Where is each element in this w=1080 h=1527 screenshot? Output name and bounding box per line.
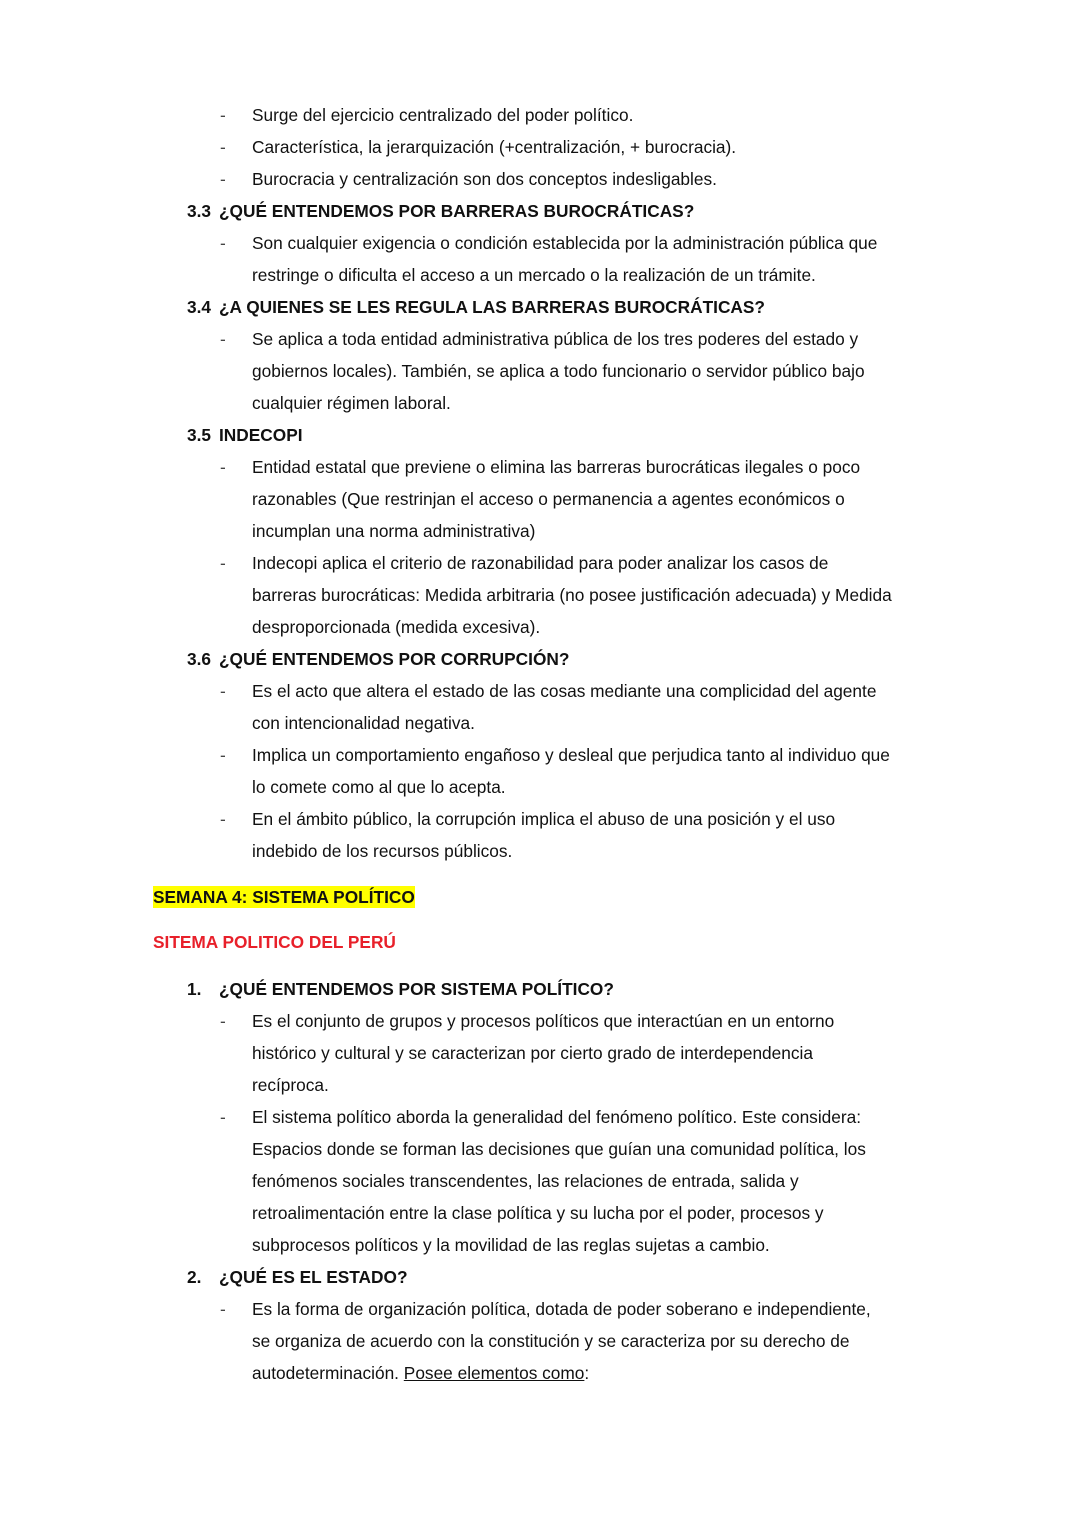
bullet-item <box>0 803 1080 867</box>
heading-number: 1. <box>187 979 202 999</box>
bullet-item <box>0 1005 1080 1101</box>
bullet-item <box>0 1293 1080 1389</box>
bullet-dash: - <box>220 1107 226 1127</box>
heading-number: 3.5 <box>187 425 212 445</box>
bullet-item <box>0 675 1080 739</box>
section-heading <box>0 291 1080 323</box>
text-line <box>0 1005 1080 1037</box>
bullet-text: Surge del ejercicio centralizado del poder político. <box>252 105 634 125</box>
text-line <box>0 835 1080 867</box>
bullet-text: gobiernos locales). También, se aplica a todo funcionario o servidor público bajo <box>252 361 865 381</box>
text-line <box>0 131 1080 163</box>
bullet-item <box>0 163 1080 195</box>
bullet-text: recíproca. <box>252 1075 329 1095</box>
bullet-dash: - <box>220 233 226 253</box>
bullet-dash: - <box>220 745 226 765</box>
bullet-text: razonables (Que restrinjan el acceso o permanencia a agentes económicos o <box>252 489 845 509</box>
bullet-text: restringe o dificulta el acceso a un mercado o la realización de un trámite. <box>252 265 816 285</box>
bullet-text: Característica, la jerarquización (+centralización, + burocracia). <box>252 137 737 157</box>
bullet-text: En el ámbito público, la corrupción implica el abuso de una posición y el uso <box>252 809 836 829</box>
bullet-item <box>0 99 1080 131</box>
bullet-text: Entidad estatal que previene o elimina las barreras burocráticas ilegales o poco <box>252 457 861 477</box>
text-line <box>0 323 1080 355</box>
bullet-text: fenómenos sociales transcendentes, las relaciones de entrada, salida y <box>252 1171 799 1191</box>
heading-number: 2. <box>187 1267 202 1287</box>
text-line <box>0 1069 1080 1101</box>
bullet-text: : <box>584 1363 590 1383</box>
bullet-text: con intencionalidad negativa. <box>252 713 475 733</box>
text-line <box>0 1325 1080 1357</box>
document-page <box>0 99 1080 1389</box>
text-line <box>0 611 1080 643</box>
section-heading <box>0 1261 1080 1293</box>
underlined-text: Posee elementos como <box>403 1363 585 1383</box>
bullet-text: Burocracia y centralización son dos conceptos indesligables. <box>252 169 717 189</box>
text-line <box>0 579 1080 611</box>
heading-text: ¿QUÉ ES EL ESTADO? <box>219 1267 408 1287</box>
text-line <box>0 739 1080 771</box>
bullet-item <box>0 227 1080 291</box>
bullet-text: indebido de los recursos públicos. <box>252 841 513 861</box>
text-line <box>0 1293 1080 1325</box>
heading-text: ¿QUÉ ENTENDEMOS POR BARRERAS BUROCRÁTICAS? <box>219 201 695 221</box>
bullet-item <box>0 1101 1080 1261</box>
section-heading <box>0 419 1080 451</box>
text-line <box>0 483 1080 515</box>
bullet-text: barreras burocráticas: Medida arbitraria (no posee justificación adecuada) y Medida <box>252 585 892 605</box>
bullet-text: retroalimentación entre la clase política y su lucha por el poder, procesos y <box>252 1203 824 1223</box>
bullet-dash: - <box>220 553 226 573</box>
bullet-dash: - <box>220 137 226 157</box>
text-line <box>0 771 1080 803</box>
text-line <box>0 707 1080 739</box>
text-line <box>0 1037 1080 1069</box>
text-line <box>0 1101 1080 1133</box>
text-line <box>0 675 1080 707</box>
bullet-text: Es la forma de organización política, dotada de poder soberano e independiente, <box>252 1299 871 1319</box>
heading-text: ¿QUÉ ENTENDEMOS POR CORRUPCIÓN? <box>219 649 570 669</box>
text-line <box>0 1357 1080 1389</box>
bullet-text: El sistema político aborda la generalidad del fenómeno político. Este considera: <box>252 1107 862 1127</box>
heading-number: 3.3 <box>187 201 212 221</box>
bullet-text: Es el acto que altera el estado de las cosas mediante una complicidad del agente <box>252 681 877 701</box>
bullet-text: Espacios donde se forman las decisiones que guían una comunidad política, los <box>252 1139 866 1159</box>
text-line <box>0 163 1080 195</box>
text-line <box>0 803 1080 835</box>
heading-text: ¿QUÉ ENTENDEMOS POR SISTEMA POLÍTICO? <box>219 979 614 999</box>
bullet-text: lo comete como al que lo acepta. <box>252 777 506 797</box>
text-line <box>0 355 1080 387</box>
text-line <box>0 1133 1080 1165</box>
text-line <box>0 259 1080 291</box>
heading-number: 3.6 <box>187 649 212 669</box>
heading-text: ¿A QUIENES SE LES REGULA LAS BARRERAS BUROCRÁTICAS? <box>219 297 765 317</box>
bullet-dash: - <box>220 1299 226 1319</box>
bullet-text: incumplan una norma administrativa) <box>252 521 536 541</box>
text-line <box>0 387 1080 419</box>
text-line <box>0 1165 1080 1197</box>
bullet-dash: - <box>220 169 226 189</box>
bullet-text: se organiza de acuerdo con la constitución y se caracteriza por su derecho de <box>252 1331 850 1351</box>
bullet-text: desproporcionada (medida excesiva). <box>252 617 541 637</box>
text-line <box>0 547 1080 579</box>
bullet-dash: - <box>220 1011 226 1031</box>
heading-text: INDECOPI <box>219 425 303 445</box>
bullet-item <box>0 323 1080 419</box>
bullet-text: Implica un comportamiento engañoso y desleal que perjudica tanto al individuo que <box>252 745 890 765</box>
text-line <box>0 451 1080 483</box>
text-line <box>0 1229 1080 1261</box>
bullet-dash: - <box>220 105 226 125</box>
bullet-dash: - <box>220 457 226 477</box>
bullet-text: Se aplica a toda entidad administrativa pública de los tres poderes del estado y <box>252 329 859 349</box>
bullet-text: Es el conjunto de grupos y procesos políticos que interactúan en un entorno <box>252 1011 835 1031</box>
highlighted-week-title: SEMANA 4: SISTEMA POLÍTICO <box>153 887 415 907</box>
bullet-text: histórico y cultural y se caracterizan por cierto grado de interdependencia <box>252 1043 813 1063</box>
bullet-text: Son cualquier exigencia o condición establecida por la administración pública que <box>252 233 878 253</box>
bullet-text <box>252 1357 589 1389</box>
bullet-item <box>0 451 1080 547</box>
bullet-item <box>0 547 1080 643</box>
text-line <box>0 515 1080 547</box>
section-heading <box>0 643 1080 675</box>
section-heading <box>0 195 1080 227</box>
section-heading <box>0 973 1080 1005</box>
topic-heading <box>0 926 1080 958</box>
bullet-text: cualquier régimen laboral. <box>252 393 451 413</box>
text-line <box>0 227 1080 259</box>
week-heading <box>0 881 1080 913</box>
bullet-dash: - <box>220 809 226 829</box>
bullet-item <box>0 739 1080 803</box>
bullet-text: autodeterminación. <box>252 1363 404 1383</box>
red-topic-title: SITEMA POLITICO DEL PERÚ <box>153 932 396 952</box>
bullet-text: subprocesos políticos y la movilidad de las reglas sujetas a cambio. <box>252 1235 770 1255</box>
text-line <box>0 1197 1080 1229</box>
bullet-dash: - <box>220 681 226 701</box>
text-line <box>0 99 1080 131</box>
bullet-item <box>0 131 1080 163</box>
bullet-dash: - <box>220 329 226 349</box>
heading-number: 3.4 <box>187 297 212 317</box>
bullet-text: Indecopi aplica el criterio de razonabilidad para poder analizar los casos de <box>252 553 829 573</box>
